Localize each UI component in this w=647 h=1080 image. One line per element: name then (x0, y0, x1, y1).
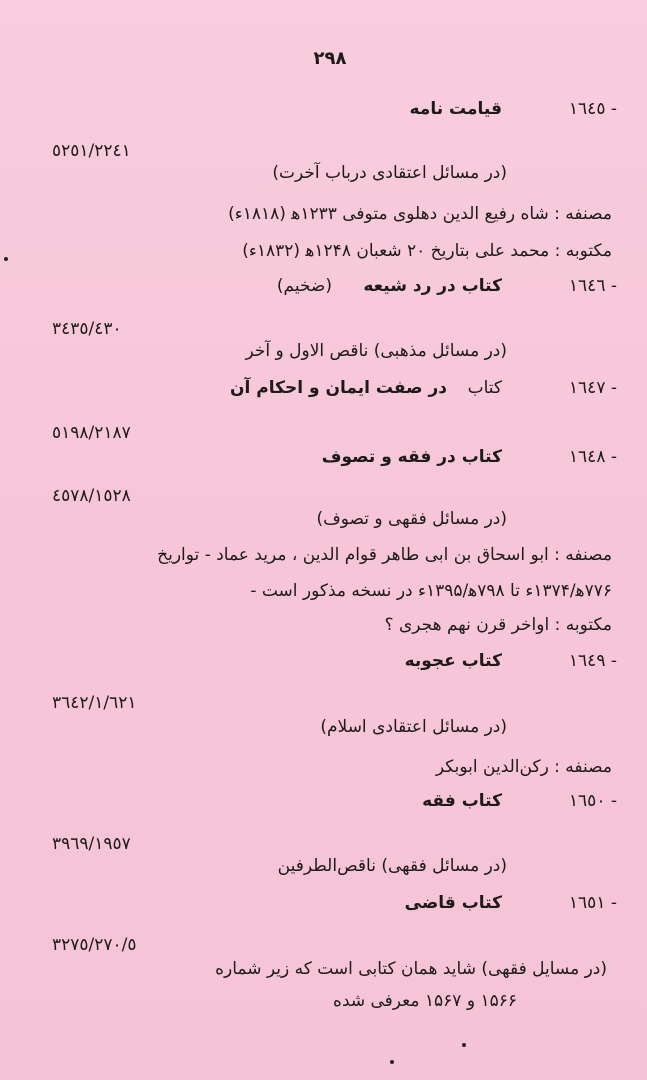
entry-reference: ٣٤٣٥/٤٣٠ (52, 319, 122, 339)
entry-title: قیامت نامه (409, 99, 502, 119)
entry-title: کتاب قاضی (404, 893, 502, 913)
entry-author: مصنفه : ابو اسحاق بن ابی طاهر قوام الدین ، مرید عماد - تواریخ (157, 545, 612, 565)
entry-number: ١٦٤٨ - (568, 447, 617, 467)
entry-copyist: مکتوبه : محمد علی بتاریخ ۲۰ شعبان ۱۲۴۸ﻫ (۱۸۳۲ء) (242, 241, 612, 261)
entry-reference: ٤٥٧٨/١٥٢٨ (52, 486, 131, 506)
entry-title: کتاب فقه (422, 791, 502, 811)
page-number: ٢٩٨ (313, 48, 347, 69)
entry-reference: ٣٢٧٥/٢٧٠/٥ (52, 935, 137, 955)
entry-title: در صفت ایمان و احکام آن (230, 378, 447, 398)
entry-number: ١٦٤٦ - (568, 276, 617, 296)
entry-title: کتاب عجوبه (404, 651, 502, 671)
entry-dates: ۷۷۶ﻫ/۱۳۷۴ء تا ۷۹۸ﻫ/۱۳۹۵ء در نسخه مذکور است - (250, 581, 612, 601)
entry-reference: ٣٦٤٢/١/٦٢١ (52, 693, 137, 713)
entry-reference: ٣٩٦٩/١٩٥٧ (52, 834, 131, 854)
entry-reference: ٥٢٥١/٢٢٤١ (52, 141, 131, 161)
entry-note: (در مسایل فقهی) شاید همان کتابی است که زیر شماره (215, 959, 607, 979)
entry-note: (در مسائل مذهبی) ناقص الاول و آخر (245, 341, 507, 361)
entry-author: مصنفه : شاه رفیع الدین دهلوی متوفی ۱۲۳۳ﻫ (۱۸۱۸ء) (228, 204, 612, 224)
entry-note: (در مسائل اعتقادی درباب آخرت) (272, 163, 507, 183)
margin-mark (4, 257, 8, 261)
entry-number: ١٦٤٥ - (568, 99, 617, 119)
entry-reference: ٥١٩٨/٢١٨٧ (52, 423, 131, 443)
entry-number: ١٦٤٩ - (568, 651, 617, 671)
entry-title: کتاب در رد شیعه (363, 276, 502, 296)
entry-number: ١٦٤٧ - (568, 378, 617, 398)
entry-note: (در مسائل فقهی) ناقص‌الطرفین (277, 856, 507, 876)
entry-copyist: مکتوبه : اواخر قرن نهم هجری ؟ (384, 615, 612, 635)
entry-note: (در مسائل فقهی و تصوف) (316, 509, 507, 529)
entry-title-note: (ضخیم) (276, 276, 332, 296)
entry-note-continuation: ۱۵۶۶ و ۱۵۶۷ معرفی شده (333, 991, 517, 1011)
entry-note: (در مسائل اعتقادی اسلام) (320, 717, 507, 737)
bottom-mark (462, 1043, 466, 1047)
bottom-mark (390, 1060, 394, 1064)
entry-title: کتاب در فقه و تصوف (321, 447, 502, 467)
entry-number: ١٦٥٠ - (568, 791, 617, 811)
entry-number: ١٦٥١ - (568, 893, 617, 913)
entry-author: مصنفه : رکن‌الدین ابوبکر (435, 757, 612, 777)
entry-title-prefix: کتاب (467, 378, 502, 398)
